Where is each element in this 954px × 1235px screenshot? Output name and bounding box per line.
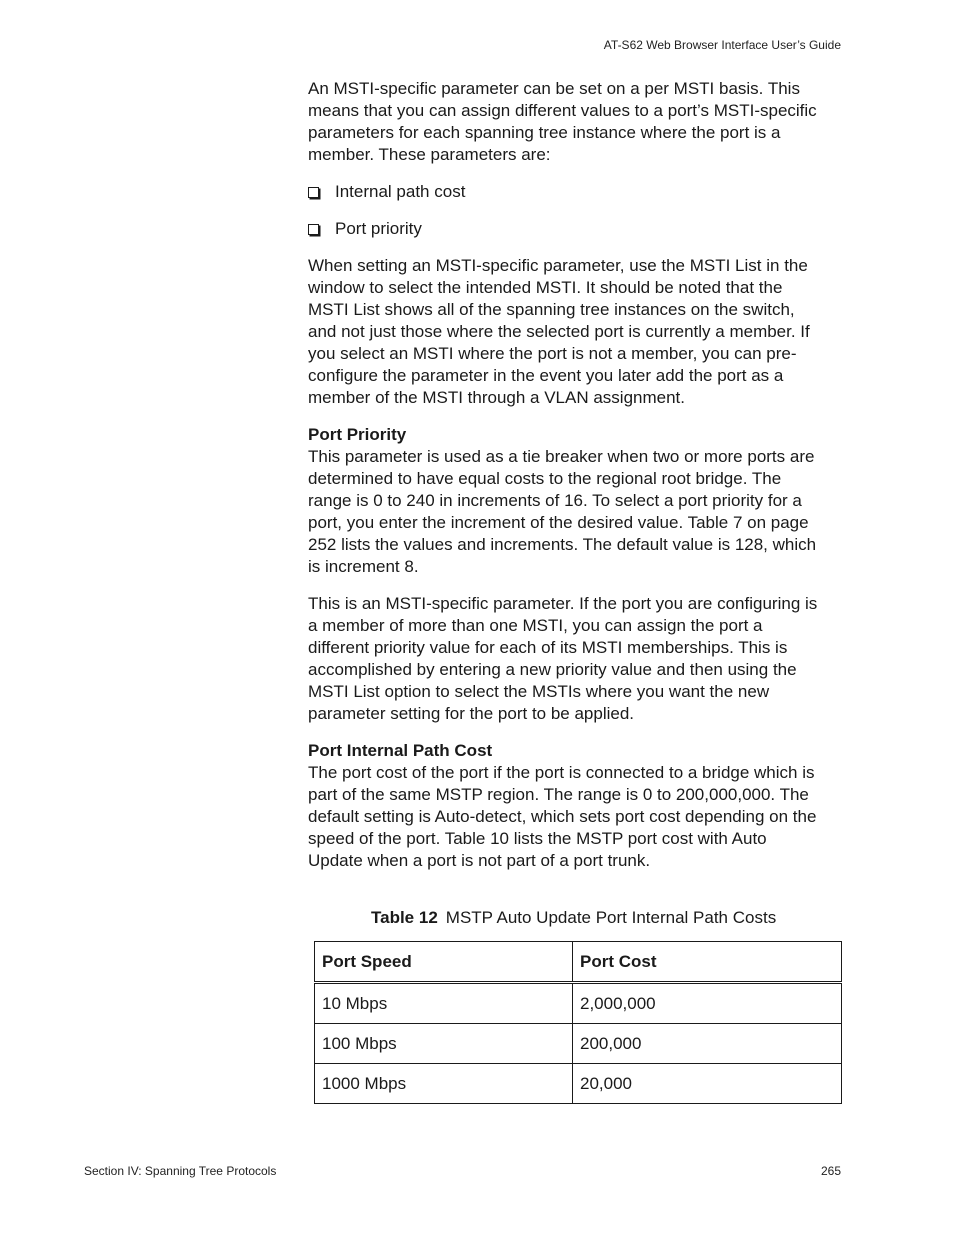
msti-list-paragraph: When setting an MSTI-specific parameter, use the MSTI List in the window to select the intended MSTI. It should be noted that the MSTI List shows all of the spanning tree instances on the switch, and not just those where the selected port is currently a member. If you select an MSTI where the port is not a member, you can pre-configure the parameter in the event you later add the port as a member of the MSTI through a VLAN assignment.	[308, 256, 810, 407]
port-cost-table	[314, 941, 842, 1104]
column-header-port-speed: Port Speed	[315, 942, 573, 983]
table-row	[315, 1024, 842, 1064]
table-row	[315, 1064, 842, 1104]
table-cell: 1000 Mbps	[315, 1064, 573, 1104]
table-caption-label: Table 12	[371, 908, 438, 927]
table-header-row	[315, 942, 842, 983]
table-cell: 100 Mbps	[315, 1024, 573, 1064]
intro-paragraph: An MSTI-specific parameter can be set on a per MSTI basis. This means that you can assign different values to a port’s MSTI-specific parameters for each spanning tree instance where the port is a member. These parameters are:	[308, 79, 817, 164]
table-cell: 20,000	[573, 1064, 842, 1104]
list-item	[308, 181, 818, 203]
list-item-label: Internal path cost	[335, 182, 466, 201]
list-item-label: Port priority	[335, 219, 422, 238]
port-priority-paragraph: This parameter is used as a tie breaker when two or more ports are determined to have equal costs to the regional root bridge. The range is 0 to 240 in increments of 16. To select a port priority for a port, you enter the increment of the desired value. Table 7 on page 252 lists the values and increments. The default value is 128, which is increment 8.	[308, 447, 817, 576]
port-internal-path-cost-heading: Port Internal Path Cost	[308, 741, 493, 760]
main-content	[308, 78, 818, 872]
port-internal-path-cost-paragraph: The port cost of the port if the port is connected to a bridge which is part of the same MSTP region. The range is 0 to 200,000,000. The default setting is Auto-detect, which sets port cost depending on the speed of the port. Table 10 lists the MSTP port cost with Auto Update when a port is not part of a port trunk.	[308, 763, 817, 870]
column-header-port-cost: Port Cost	[573, 942, 842, 983]
checkbox-bullet-icon	[308, 187, 319, 198]
table-caption	[371, 907, 776, 929]
table-caption-text: MSTP Auto Update Port Internal Path Costs	[445, 908, 777, 927]
table-cell: 200,000	[573, 1024, 842, 1064]
footer-section: Section IV: Spanning Tree Protocols	[84, 1164, 277, 1178]
list-item	[308, 218, 818, 240]
port-priority-heading: Port Priority	[308, 425, 407, 444]
table-cell: 10 Mbps	[315, 983, 573, 1024]
table-cell: 2,000,000	[573, 983, 842, 1024]
table-row	[315, 983, 842, 1024]
checkbox-bullet-icon	[308, 224, 319, 235]
running-header: AT-S62 Web Browser Interface User’s Guide	[603, 38, 841, 52]
page-number: 265	[820, 1164, 841, 1178]
port-priority-msti-paragraph: This is an MSTI-specific parameter. If the port you are configuring is a member of more than one MSTI, you can assign the port a different priority value for each of its MSTI memberships. This is accomplished by entering a new priority value and then using the MSTI List option to select the MSTIs where you want the new parameter setting for the port to be applied.	[308, 594, 818, 723]
